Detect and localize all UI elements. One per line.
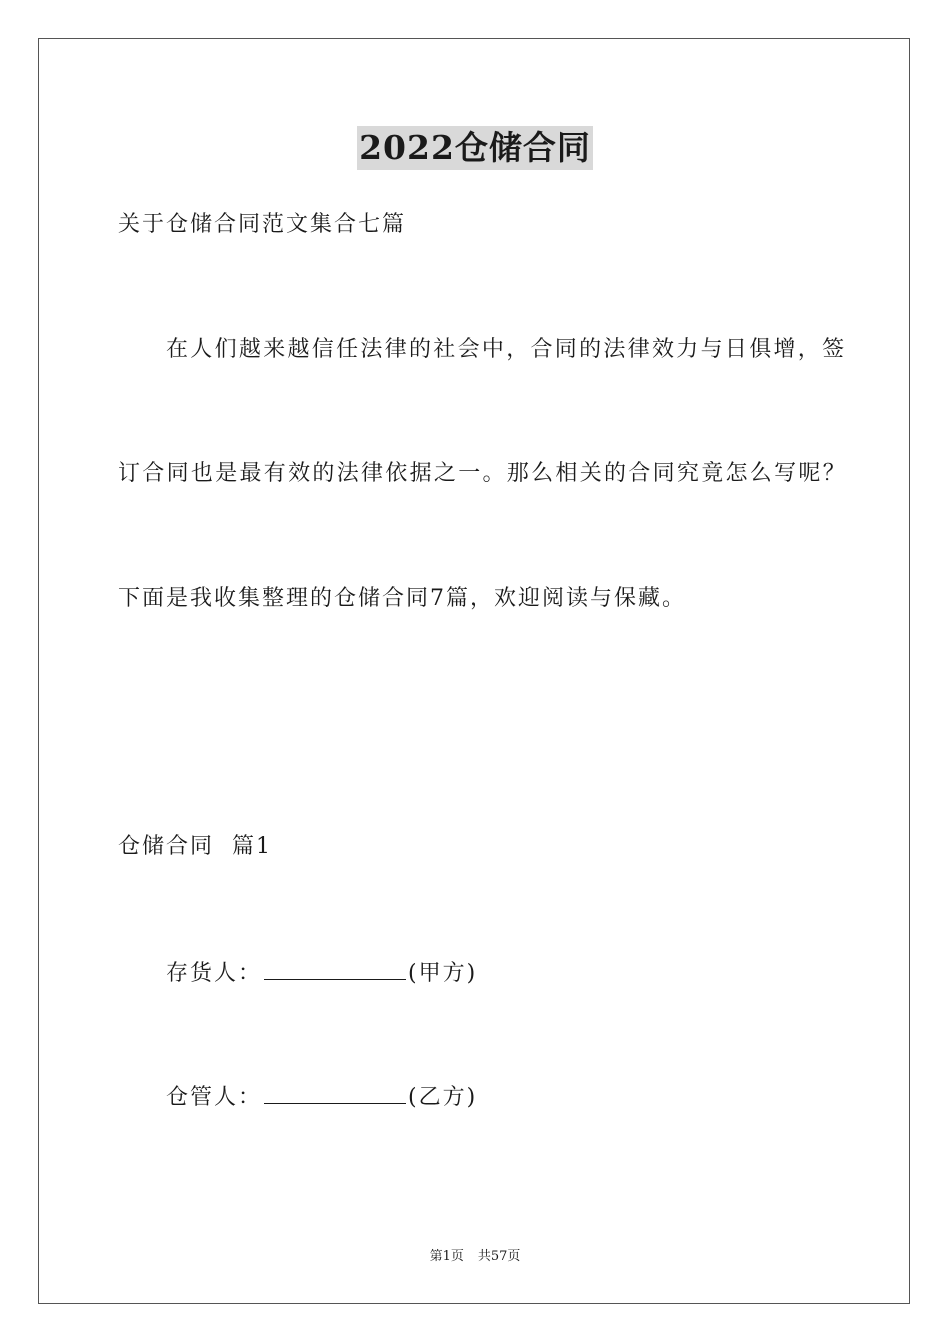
intro-paragraph-line-2: 订合同也是最有效的法律依据之一。那么相关的合同究竟怎么写呢？ — [118, 461, 848, 486]
title-wrap — [0, 126, 950, 170]
intro-paragraph-line-1: 在人们越来越信任法律的社会中，合同的法律效力与日俱增，签 — [166, 337, 847, 362]
intro-paragraph-line-3: 下面是我收集整理的仓储合同7篇，欢迎阅读与保藏。 — [118, 586, 686, 611]
page-number-current: 第1页 — [429, 1249, 464, 1264]
warehouse-keeper-party-suffix: (乙方) — [408, 1085, 478, 1110]
document-title: 2022仓储合同 — [357, 126, 593, 170]
warehouse-keeper-line — [166, 1081, 477, 1113]
depositor-label: 存货人： — [166, 961, 263, 986]
depositor-line — [166, 957, 477, 989]
depositor-blank-field[interactable] — [264, 957, 406, 980]
warehouse-keeper-label: 仓管人： — [166, 1085, 263, 1110]
page-footer — [0, 1248, 950, 1266]
section-heading: 仓储合同 篇1 — [118, 834, 272, 859]
depositor-party-suffix: (甲方) — [408, 961, 478, 986]
page-number-total: 共57页 — [477, 1249, 521, 1264]
document-subtitle: 关于仓储合同范文集合七篇 — [118, 212, 407, 237]
warehouse-keeper-blank-field[interactable] — [264, 1081, 406, 1104]
